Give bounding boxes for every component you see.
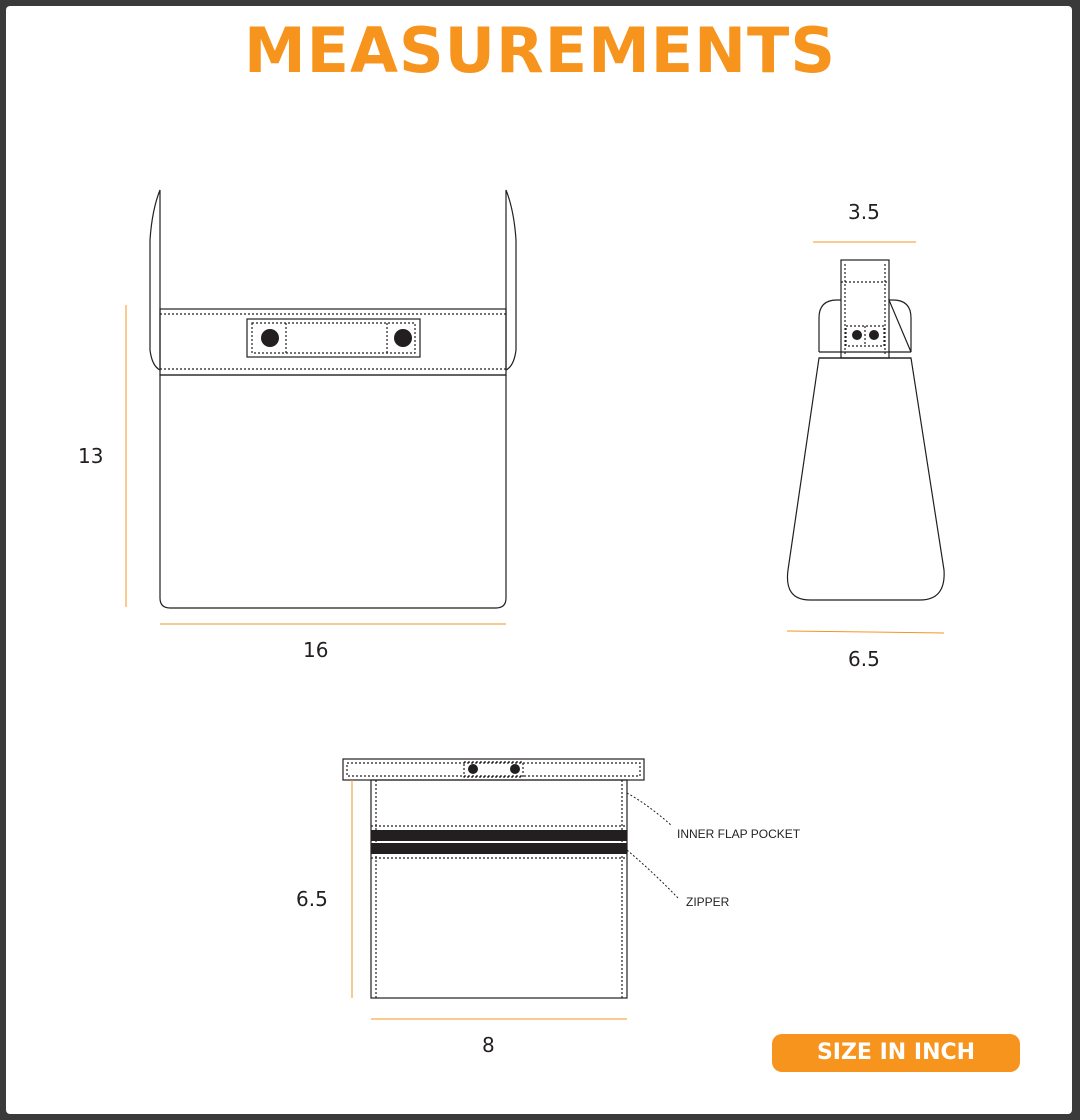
open-height-label: 6.5 (296, 887, 328, 911)
side-body (787, 358, 944, 600)
snap-button (468, 764, 478, 774)
side-bottom-width-line (787, 631, 944, 633)
snap-button (261, 329, 279, 347)
zipper-stripe (371, 830, 627, 841)
side-top-width-label: 3.5 (848, 200, 880, 224)
snap-button (852, 330, 862, 340)
front-view-drawing (150, 190, 516, 608)
size-unit-badge: SIZE IN INCH (772, 1034, 1020, 1072)
open-width-label: 8 (482, 1033, 495, 1057)
snap-button (510, 764, 520, 774)
zipper-callout: ZIPPER (686, 895, 730, 909)
bag-body (160, 375, 506, 608)
zipper-stripe (371, 843, 627, 854)
left-strap-end (150, 190, 160, 370)
snap-button (394, 329, 412, 347)
front-width-label: 16 (303, 638, 329, 662)
front-height-label: 13 (78, 444, 104, 468)
side-view-drawing (787, 260, 944, 600)
open-body (371, 780, 627, 998)
open-view-drawing (343, 759, 678, 998)
page-title: MEASUREMENTS (243, 14, 836, 87)
side-bottom-width-label: 6.5 (848, 647, 880, 671)
zipper-callout-line (627, 850, 678, 898)
pocket-callout-line (627, 793, 672, 826)
right-strap-end (506, 190, 516, 370)
snap-button (869, 330, 879, 340)
inner-flap-pocket-callout: INNER FLAP POCKET (677, 827, 801, 841)
